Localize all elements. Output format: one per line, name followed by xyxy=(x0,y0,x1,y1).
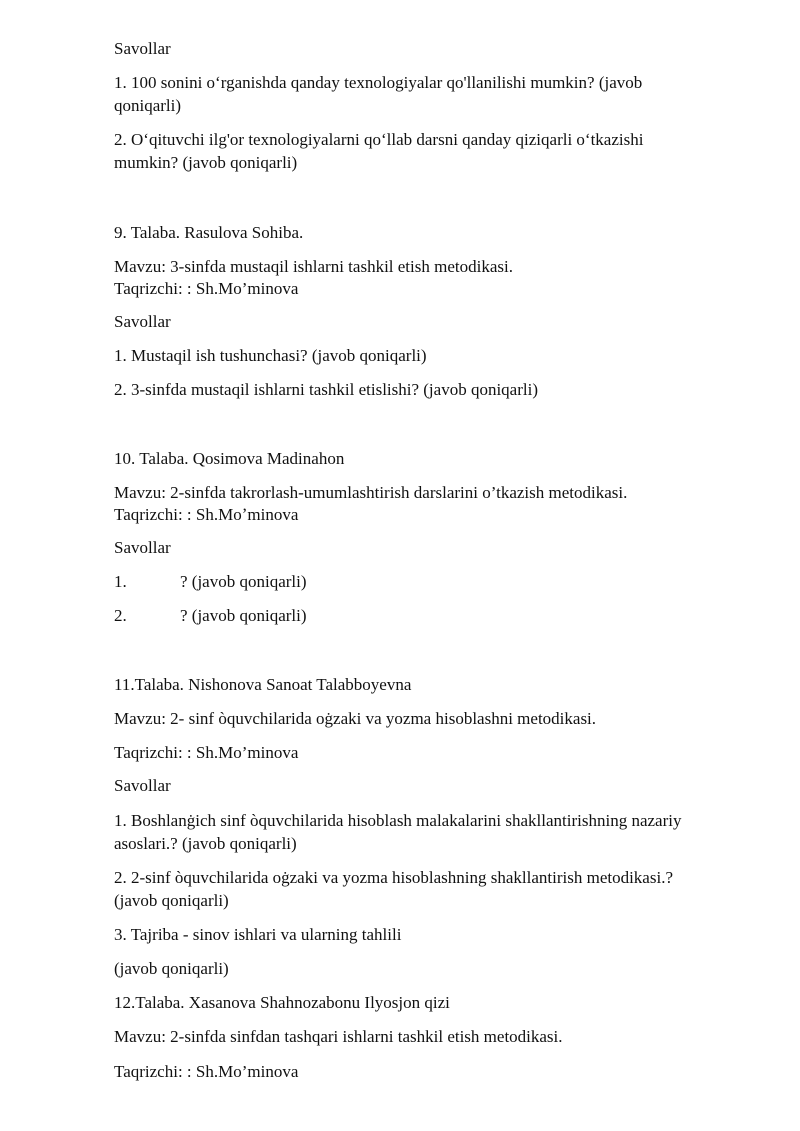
student-11-question-1-line-1: 1. Boshlanġich sinf òquvchilarida hisoblash malakalarini shakllantirishning nazariy xyxy=(114,811,682,830)
student-10-questions-heading: Savollar xyxy=(114,538,171,557)
student-11-question-2-line-1: 2. 2-sinf òquvchilarida oġzaki va yozma hisoblashning shakllantirish metodikasi.? xyxy=(114,868,673,887)
student-9-questions-heading: Savollar xyxy=(114,312,171,331)
student-10-topic: Mavzu: 2-sinfda takrorlash-umumlashtirish darslarini o’tkazish metodikasi. xyxy=(114,483,628,502)
student-10-title: 10. Talaba. Qosimova Madinahon xyxy=(114,449,345,468)
question-2-line-2: mumkin? (javob qoniqarli) xyxy=(114,153,298,172)
student-11-title: 11.Talaba. Nishonova Sanoat Talabboyevna xyxy=(114,675,412,694)
student-11-question-3-line-1: 3. Tajriba - sinov ishlari va ularning tahlili xyxy=(114,925,402,944)
student-11-question-2-line-2: (javob qoniqarli) xyxy=(114,891,229,910)
student-10-reviewer: Taqrizchi: : Sh.Moʼminova xyxy=(114,505,299,524)
student-9-topic: Mavzu: 3-sinfda mustaqil ishlarni tashkil etish metodikasi. xyxy=(114,257,513,276)
student-9-question-2: 2. 3-sinfda mustaqil ishlarni tashkil etislishi? (javob qoniqarli) xyxy=(114,380,538,399)
student-10-question-2 xyxy=(114,605,754,627)
question-1-line-2: qoniqarli) xyxy=(114,96,182,115)
question-number: 2. xyxy=(114,606,127,625)
student-11-question-1-line-2: asoslari.? (javob qoniqarli) xyxy=(114,834,297,853)
student-10-question-1 xyxy=(114,571,754,593)
student-9-question-1: 1. Mustaqil ish tushunchasi? (javob qoniqarli) xyxy=(114,346,427,365)
student-12-topic: Mavzu: 2-sinfda sinfdan tashqari ishlarni tashkil etish metodikasi. xyxy=(114,1027,563,1046)
student-9-reviewer: Taqrizchi: : Sh.Mo’minova xyxy=(114,279,299,298)
question-2-line-1: 2. O‘qituvchi ilg'or texnologiyalarni qo‘llab darsni qanday qiziqarli o‘tkazishi xyxy=(114,130,644,149)
question-text: ? (javob qoniqarli) xyxy=(180,606,307,625)
student-11-question-3-line-2: (javob qoniqarli) xyxy=(114,959,229,978)
question-number: 1. xyxy=(114,572,127,591)
questions-heading: Savollar xyxy=(114,39,171,58)
question-1-line-1: 1. 100 sonini o‘rganishda qanday texnologiyalar qo'llanilishi mumkin? (javob xyxy=(114,73,643,92)
student-12-title: 12.Talaba. Xasanova Shahnozabonu Ilyosjon qizi xyxy=(114,993,450,1012)
student-9-title: 9. Talaba. Rasulova Sohiba. xyxy=(114,223,304,242)
student-12-reviewer: Taqrizchi: : Sh.Mo’minova xyxy=(114,1062,299,1081)
student-11-topic: Mavzu: 2- sinf òquvchilarida oġzaki va yozma hisoblashni metodikasi. xyxy=(114,709,597,728)
student-11-questions-heading: Savollar xyxy=(114,776,171,795)
student-11-reviewer: Taqrizchi: : Sh.Mo’minova xyxy=(114,743,299,762)
question-text: ? (javob qoniqarli) xyxy=(180,572,307,591)
